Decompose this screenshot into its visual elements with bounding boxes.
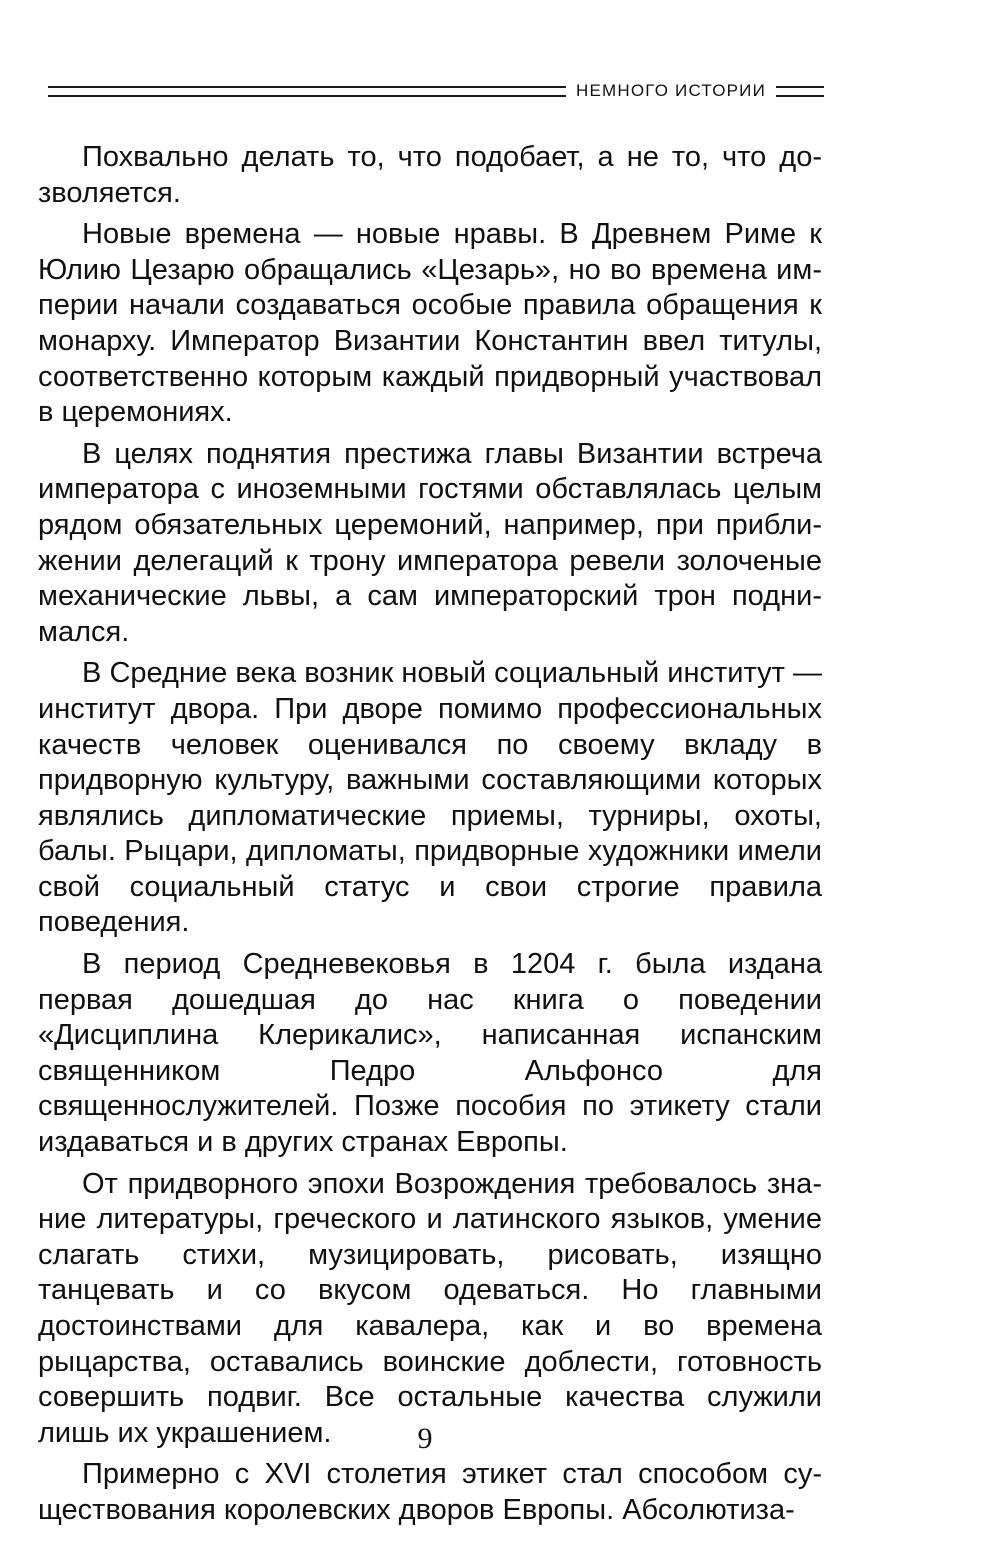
paragraph: Новые времена — новые нравы. В Древнем Риме к Юлию Цезарю обращались «Цезарь», но во времена империи начали создаваться особые правила обращения к монарху. Император Византии Константин ввел титулы, соответственно которым каждый придворный участвовал в церемониях. xyxy=(38,218,822,429)
paragraph: Похвально делать то, что подобает, а не то, что дозволяется. xyxy=(38,141,822,209)
paragraph: От придворного эпохи Возрождения требовалось знание литературы, греческого и латинского языков, умение слагать стихи, музицировать, рисовать, изящно танцевать и со вкусом одеваться. Но главными достоинствами для кавалера, как и во времена рыцарства, оставались воинские доблести, готовность совершить подвиг. Все остальные качества служили лишь их украшением. xyxy=(38,1167,822,1449)
page-body xyxy=(38,140,822,1535)
header-rule-left xyxy=(48,86,566,97)
paragraph: В Средние века возник новый социальный институт — институт двора. При дворе помимо профессиональных качеств человек оценивался по своему вкладу в придворную культуру, важными составляющими которых являлись дипломатические приемы, турниры, охоты, балы. Рыцари, дипломаты, придворные художники имели свой социальный статус и свои строгие правила поведения. xyxy=(38,657,822,939)
header-rule-right xyxy=(776,86,824,97)
running-title: НЕМНОГО ИСТОРИИ xyxy=(575,81,766,100)
page-number: 9 xyxy=(417,1422,433,1455)
running-header xyxy=(48,76,824,106)
paragraph: В целях поднятия престижа главы Византии встреча императора с иноземными гостями обставлялась целым рядом обязательных церемоний, например, при приближении делегаций к трону императора ревели золоченые механические львы, а сам императорский трон поднимался. xyxy=(38,437,822,648)
paragraph: Примерно с XVI столетия этикет стал способом существования королевских дворов Европы. Абсолютиза- xyxy=(38,1458,822,1526)
paragraph: В период Средневековья в 1204 г. была издана первая дошедшая до нас книга о поведении «Дисциплина Клерикалис», написанная испанским священником Педро Альфонсо для священнослужителей. Позже пособия по этикету стали издаваться и в других странах Европы. xyxy=(38,948,822,1159)
